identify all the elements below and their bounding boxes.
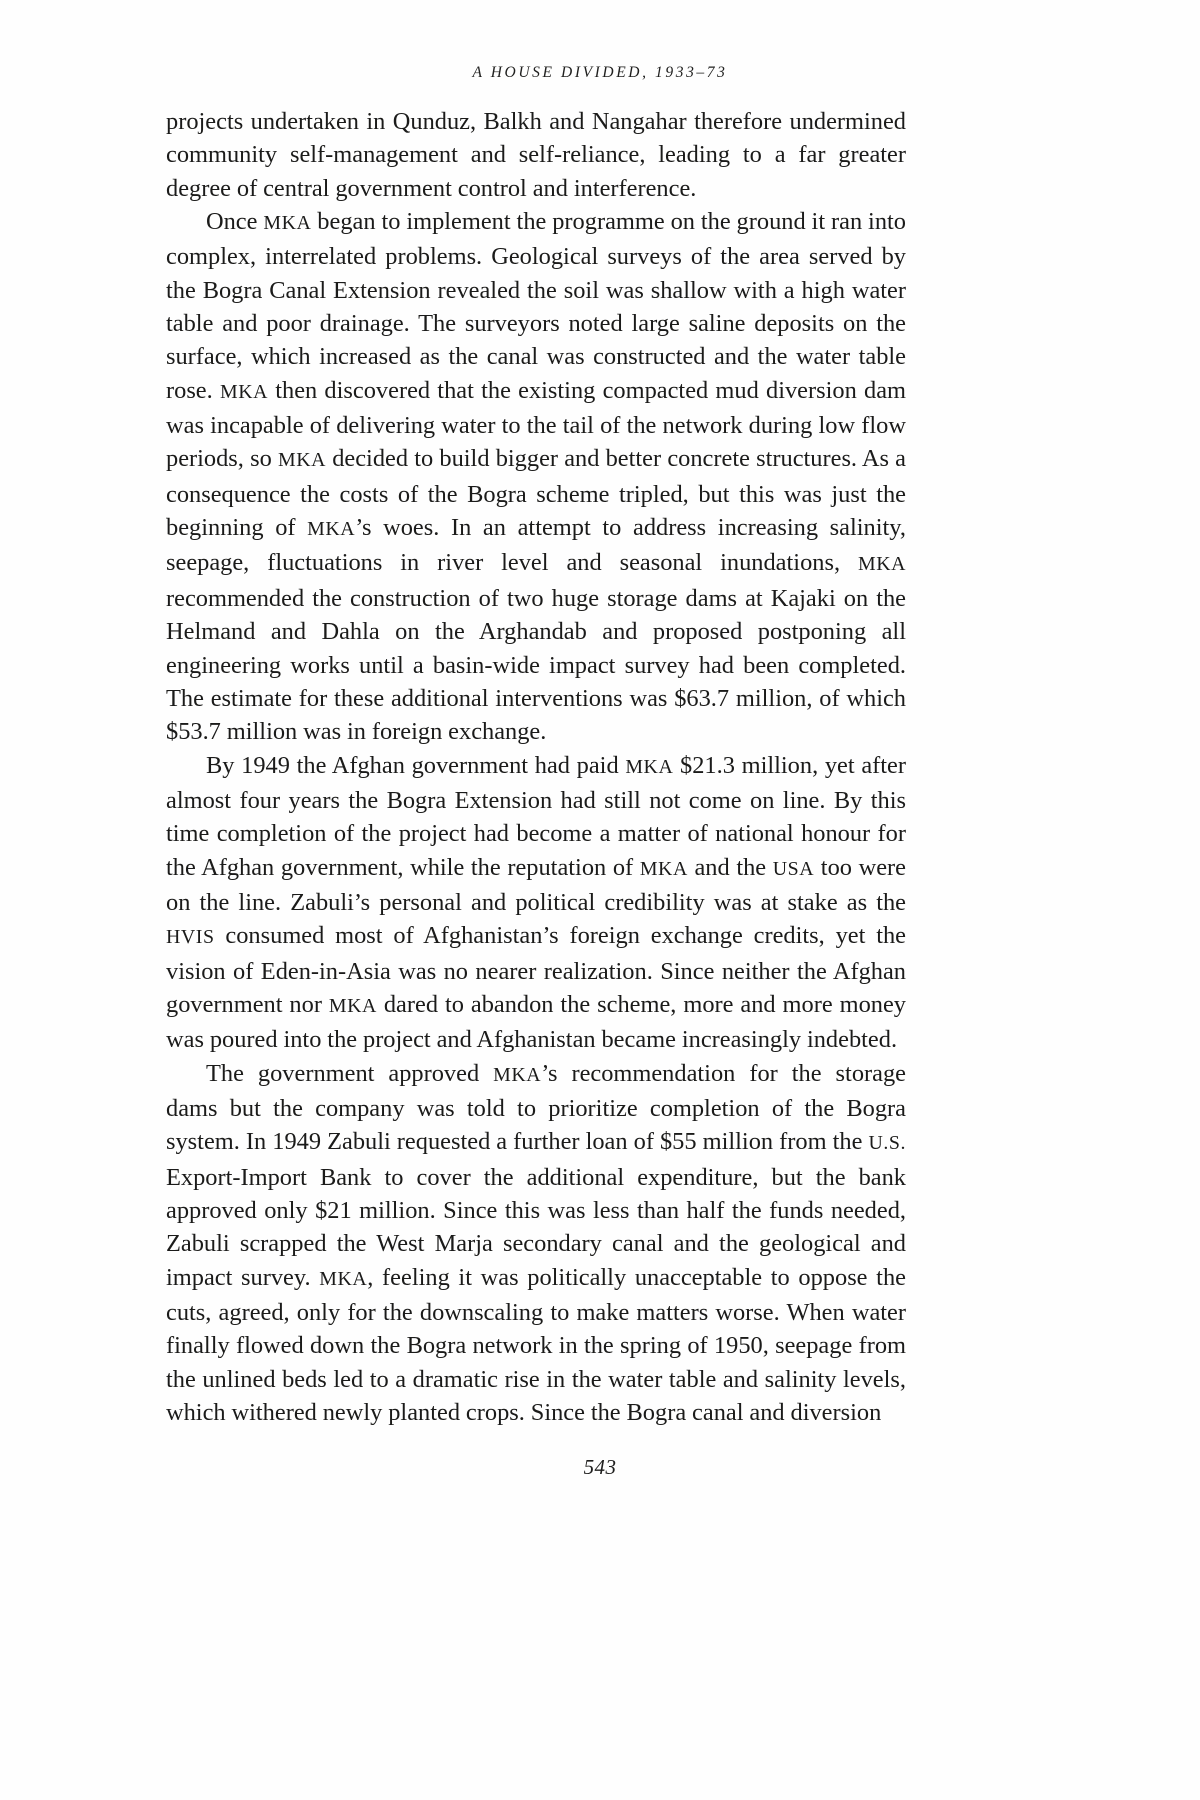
acronym-mka: MKA	[219, 380, 268, 403]
acronym-mka: MKA	[857, 553, 906, 576]
acronym-hvis: HVIS	[166, 926, 215, 949]
para-2: Once MKA began to implement the programme on the ground it ran into complex, interrelated problems. Geological surveys of the area served by the Bogra Canal Extension revealed the soil was shallow with a high water table and poor drainage. The surveyors noted large saline deposits on the surface, which increased as the canal was constructed and the water table rose. MKA then discovered that the existing compacted mud diversion dam was incapable of delivering water to the tail of the network during low flow periods, so MKA decided to build bigger and better concrete structures. As a consequence the costs of the Bogra scheme tripled, but this was just the beginning of MKA’s woes. In an attempt to address increasing salinity, seepage, fluctuations in river level and seasonal inundations, MKA recommended the construction of two huge storage dams at Kajaki on the Helmand and Dahla on the Arghandab and proposed postponing all engineering works until a basin-wide impact survey had been completed. The estimate for these additional interventions was $63.7 million, of which $53.7 million was in foreign exchange.	[166, 208, 907, 746]
acronym-mka: MKA	[328, 994, 377, 1017]
acronym-mka: MKA	[307, 518, 356, 541]
acronym-mka: MKA	[639, 857, 688, 880]
page-number: 543	[583, 1455, 617, 1479]
acronym-mka: MKA	[277, 449, 326, 472]
body-text-block	[166, 105, 906, 1429]
running-head: A HOUSE DIVIDED, 1933–73	[472, 64, 728, 81]
acronym-us: U.S.	[868, 1132, 906, 1155]
acronym-mka: MKA	[263, 212, 312, 235]
acronym-usa: USA	[772, 857, 815, 880]
acronym-mka: MKA	[625, 755, 674, 778]
acronym-mka: MKA	[319, 1267, 368, 1290]
para-1: projects undertaken in Qunduz, Balkh and Nangahar therefore undermined community self-management and self-reliance, leading to a far greater degree of central government control and interference.	[166, 108, 906, 202]
acronym-mka: MKA	[493, 1063, 542, 1086]
para-4: The government approved MKA’s recommendation for the storage dams but the company was told to prioritize completion of the Bogra system. In 1949 Zabuli requested a further loan of $55 million from the U.S. Export-Import Bank to cover the additional expenditure, but the bank approved only $21 million. Since this was less than half the funds needed, Zabuli scrapped the West Marja secondary canal and the geological and impact survey. MKA, feeling it was politically unacceptable to oppose the cuts, agreed, only for the downscaling to make matters worse. When water finally flowed down the Bogra network in the spring of 1950, seepage from the unlined beds led to a dramatic rise in the water table and salinity levels, which withered newly planted crops. Since the Bogra canal and diversion	[166, 1059, 906, 1427]
para-3: By 1949 the Afghan government had paid MKA $21.3 million, yet after almost four years the Bogra Extension had still not come on line. By this time completion of the project had become a matter of national honour for the Afghan government, while the reputation of MKA and the USA too were on the line. Zabuli’s personal and political credibility was at stake as the HVIS consumed most of Afghanistan’s foreign exchange credits, yet the vision of Eden-in-Asia was no nearer realization. Since neither the Afghan government nor MKA dared to abandon the scheme, more and more money was poured into the project and Afghanistan became increasingly indebted.	[166, 751, 906, 1054]
